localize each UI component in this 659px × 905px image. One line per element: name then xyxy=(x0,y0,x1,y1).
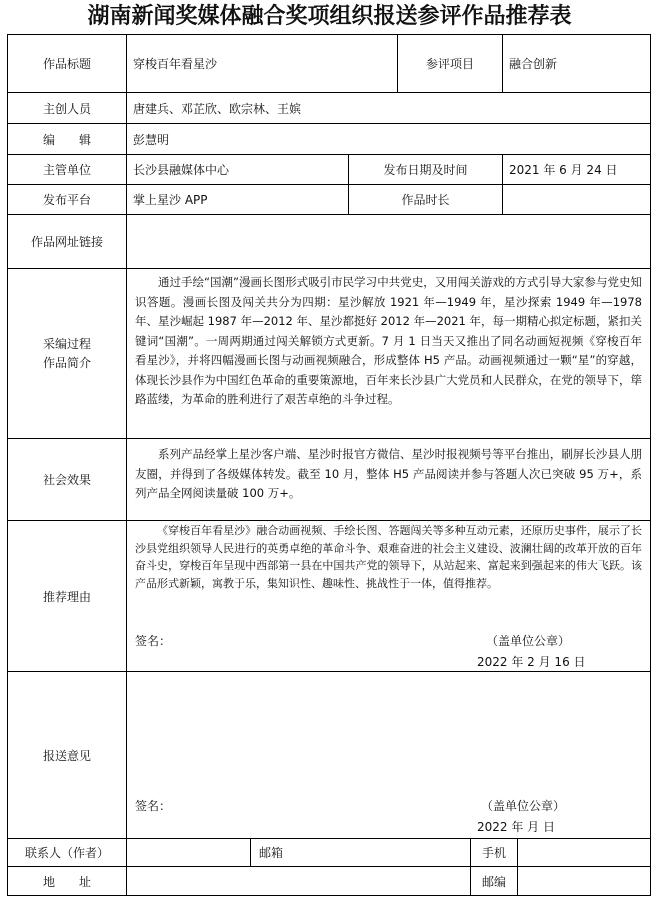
intro-label xyxy=(8,269,126,438)
work-title-value: 穿梭百年看星沙 xyxy=(133,57,218,71)
opinion-sign-label: 签名： xyxy=(135,799,172,813)
address-label: 地 址 xyxy=(42,874,91,889)
address-value xyxy=(127,867,470,895)
recommendation-text: 《穿梭百年看星沙》融合动画视频、手绘长图、答题闯关等多种互动元素，还原历史事件，展示了长沙县党组织领导人民进行的英勇卓绝的革命斗争、艰难奋进的社会主义建设、波澜壮阔的改革开放的百年奋斗史，穿梭百年呈现中西部第一县在中国共产党的领导下，从站起来、富起来到强起来的伟大飞跃。该产品形式新颖，寓教于乐，集知识性、趣味性、挑战性于一体，值得推荐。 xyxy=(135,524,642,590)
entry-category-label: 参评项目 xyxy=(425,57,474,71)
phone-label: 手机 xyxy=(481,846,506,860)
recommendation-date: 2022 年 2 月 16 日 xyxy=(477,655,586,669)
social-effect-text: 系列产品经掌上星沙客户端、星沙时报官方微信、星沙时报视频号等平台推出，刷屏长沙县人朋友圈，并得到了各级媒体转发。截至 10 月，整体 H5 产品阅读并参与答题人次已突破 95 万+，系列产品全网阅读量破 100 万+。 xyxy=(135,447,642,500)
page-title: 湖南新闻奖媒体融合奖项组织报送参评作品推荐表 xyxy=(87,4,572,29)
editor-value: 彭慧明 xyxy=(133,132,170,147)
creators-value: 唐建兵、邓芷欣、欧宗林、王嫔 xyxy=(133,101,302,116)
publish-date-label: 发布日期及时间 xyxy=(383,163,468,177)
platform-value: 掌上星沙 APP xyxy=(133,193,208,207)
work-url-label: 作品网址链接 xyxy=(30,235,103,249)
editor-label: 编 辑 xyxy=(42,132,91,147)
publish-date-value: 2021 年 6 月 24 日 xyxy=(509,163,618,177)
intro-label-line1: 采编过程 xyxy=(42,336,91,351)
duration-label: 作品时长 xyxy=(401,193,450,207)
submission-opinion-label: 报送意见 xyxy=(42,748,91,763)
intro-label-line2: 作品简介 xyxy=(42,355,91,370)
platform-label: 发布平台 xyxy=(42,193,91,207)
contact-person-value xyxy=(127,839,250,866)
entry-category-value: 融合创新 xyxy=(509,57,558,71)
contact-person-label: 联系人（作者） xyxy=(24,846,109,860)
creators-label: 主创人员 xyxy=(42,101,91,116)
intro-text: 通过手绘“国潮”漫画长图形式吸引市民学习中共党史，又用闯关游戏的方式引导大家参与党史知识答题。漫画长图及闯关共分为四期：星沙解放 1921 年—1949 年，星沙探索 1949 年—1978 年、星沙崛起 1987 年—2012 年、星沙都挺好 2012 年—2021 年，每一期精心拟定标题，紧扣关键词“国潮”。一周两期通过闯关解锁方式更新。7 月 1 日当天又推出了同名动画短视频《穿梭百年看星沙》，并将四幅漫画长图与动画视频融合，形成整体 H5 产品。动画视频通过一颗“星”的穿越，体现长沙县作为中国红色革命的重要策源地，百年来长沙县广大党员和人民群众，在党的领导下，筚路蓝缕，为革命的胜利进行了艰苦卓绝的斗争过程。 xyxy=(135,275,642,406)
opinion-date: 2022 年 月 日 xyxy=(477,820,555,834)
work-title-label: 作品标题 xyxy=(42,57,91,71)
supervising-unit-value: 长沙县融媒体中心 xyxy=(133,163,230,177)
recommendation-sign-label: 签名： xyxy=(135,634,172,648)
work-url-value xyxy=(127,215,650,268)
opinion-seal: （盖单位公章） xyxy=(481,799,566,813)
email-label: 邮箱 xyxy=(259,846,284,860)
supervising-unit-label: 主管单位 xyxy=(42,163,91,177)
zip-label: 邮编 xyxy=(481,874,506,889)
recommendation-seal: （盖单位公章） xyxy=(486,634,571,648)
social-effect-label: 社会效果 xyxy=(42,473,91,487)
recommendation-label: 推荐理由 xyxy=(42,589,91,604)
duration-value xyxy=(503,185,650,214)
